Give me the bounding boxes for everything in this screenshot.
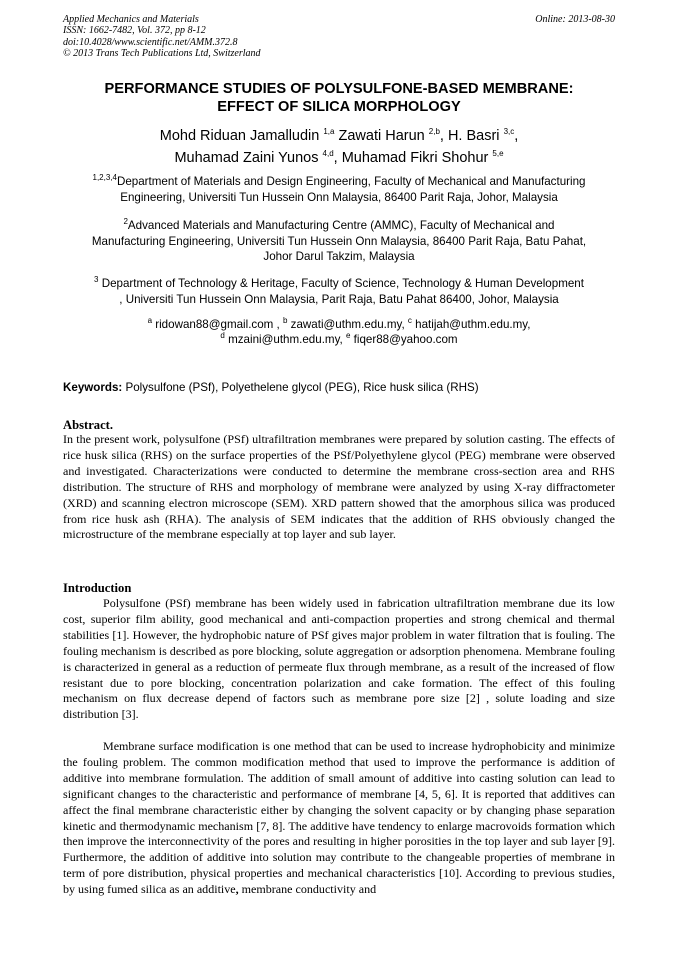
- affiliation-2-line-2: Manufacturing Engineering, Universiti Tun Hussein Onn Malaysia, 86400 Parit Raja, Batu Pahat,: [91, 234, 587, 248]
- author-5-sup: 5,e: [492, 149, 504, 159]
- abstract-text: In the present work, polysulfone (PSf) ultrafiltration membranes were prepared by solution casting. The effects of rice husk silica (RHS) on the surface properties of the PSf/Polyethylene glycol (PEG) membrane were observed and investigated. Characterizations were conducted to determine the membrane cross-section area and RHS distribution. The structure of RHS and morphology of membrane were analyzed by using X-ray diffractometer (XRD) and scanning electron microscope (SEM). XRD pattern showed that the amorphous silica was produced from rice husk ash (RHA). The analysis of SEM indicates that the addition of RHS obviously changed the microstructure of the membrane especially at top layer and sub layer.: [63, 432, 615, 542]
- intro-paragraph-2-main: Membrane surface modification is one method that can be used to increase hydrophobicity and minimize the fouling problem. The common modification method that used to improve the performance is addition of additive into membrane formulation. The addition of small amount of additive into casting solution can lead to significant changes to the characteristic and performance of membrane [4, 5, 6]. It is reported that additives can affect the final membrane characteristic either by changing the solvent capacity or by changing phase separation kinetic and thermodynamic mechanism [7, 8]. The additive have tendency to enlarge macrovoids formation which then improve the interconnectivity of the pores and resulting in higher porosities in the top layer and sub layer [9]. Furthermore, the addition of additive into solution may contribute to the changeable properties of membrane in term of pore distribution, physical properties and mechanical characteristics [10]. According to previous studies, by using fumed silica as an additive: [63, 739, 615, 897]
- email-d[interactable]: mzaini@uthm.edu.my,: [224, 332, 346, 346]
- email-b-sup: b: [283, 316, 288, 326]
- email-c-sup: c: [407, 316, 412, 326]
- author-list: [63, 125, 615, 169]
- affiliation-1: [63, 174, 615, 205]
- email-list: [63, 318, 615, 347]
- online-date: Online: 2013-08-30: [535, 14, 615, 25]
- intro-paragraph-2: [63, 739, 615, 898]
- doi-line: doi:10.4028/www.scientific.net/AMM.372.8: [63, 36, 238, 48]
- affiliation-2-sup: 2: [123, 217, 128, 227]
- email-a-sup: a: [147, 316, 153, 326]
- affiliation-1-line-2: Engineering, Universiti Tun Hussein Onn Malaysia, 86400 Parit Raja, Johor, Malaysia: [120, 190, 558, 204]
- email-c[interactable]: hatijah@uthm.edu.my,: [411, 318, 531, 331]
- introduction-heading: Introduction: [63, 581, 132, 595]
- affiliation-3: [63, 276, 615, 307]
- author-5: , Muhamad Fikri Shohur: [333, 150, 493, 166]
- author-2-sup: 2,b: [428, 127, 440, 137]
- email-b[interactable]: zawati@uthm.edu.my,: [287, 318, 408, 331]
- email-e-sup: e: [345, 330, 351, 340]
- affiliation-1-line-1: Department of Materials and Design Engineering, Faculty of Mechanical and Manufacturing: [116, 175, 586, 188]
- author-3-sup: 3,c: [503, 127, 515, 137]
- affiliation-2-line-3: Johor Darul Takzim, Malaysia: [263, 250, 415, 263]
- abstract-heading: Abstract.: [63, 418, 114, 432]
- issn-line: ISSN: 1662-7482, Vol. 372, pp 8-12: [63, 25, 206, 37]
- author-line-2: [63, 147, 615, 169]
- author-3: , H. Basri: [439, 128, 504, 144]
- keywords-label: Keywords:: [63, 381, 123, 394]
- intro-paragraph-1: Polysulfone (PSf) membrane has been widely used in fabrication ultrafiltration membrane due its low cost, superior film ability, good mechanical and anti-compaction properties and strong chemical and thermal stabilities [1]. However, the hydrophobic nature of PSf gives major problem in water filtration that is fouling. The fouling mechanism is described as pore blocking, solute aggregation or adsorption phenomena. Membrane fouling is characterized in general as a reduction of permeate flux through membrane, as a result of the increased of flow resistant due to pore blocking, concentration polarization and cake formation. The effect of this fouling mechanism on flux decrease depend of factors such as membrane pore size [2] , solute loading and size distribution [3].: [63, 596, 615, 722]
- affiliation-2: [63, 218, 615, 265]
- journal-name: Applied Mechanics and Materials: [63, 14, 199, 25]
- affiliation-3-sup: 3: [94, 275, 99, 285]
- affiliation-1-sup: 1,2,3,4: [92, 173, 117, 183]
- title-line-2: EFFECT OF SILICA MORPHOLOGY: [217, 99, 461, 115]
- keywords-line: [63, 381, 623, 395]
- author-1-sup: 1,a: [323, 127, 335, 137]
- email-e[interactable]: fiqer88@yahoo.com: [350, 332, 458, 346]
- author-4: Muhamad Zaini Yunos: [174, 150, 323, 166]
- affiliation-3-line-1: Department of Technology & Heritage, Faculty of Science, Technology & Human Development: [98, 277, 584, 290]
- author-4-sup: 4,d: [322, 149, 334, 159]
- author-3-after: ,: [514, 128, 519, 144]
- author-1: Mohd Riduan Jamalludin: [159, 128, 324, 144]
- title-line-1: PERFORMANCE STUDIES OF POLYSULFONE-BASED MEMBRANE:: [104, 81, 574, 97]
- journal-header: [63, 14, 615, 59]
- author-line-1: [63, 125, 615, 147]
- author-2: Zawati Harun: [334, 128, 429, 144]
- keywords-text: Polysulfone (PSf), Polyethelene glycol (PEG), Rice husk silica (RHS): [122, 381, 479, 394]
- affiliation-3-line-2: , Universiti Tun Hussein Onn Malaysia, Parit Raja, Batu Pahat 86400, Johor, Malaysia: [119, 292, 559, 306]
- email-d-sup: d: [220, 330, 225, 340]
- intro-paragraph-2-bold-comma: ,: [235, 882, 239, 897]
- intro-paragraph-2-tail: membrane conductivity and: [238, 882, 377, 897]
- paper-title: [63, 80, 615, 116]
- affiliation-2-line-1: Advanced Materials and Manufacturing Centre (AMMC), Faculty of Mechanical and: [127, 219, 555, 232]
- email-a[interactable]: ridowan88@gmail.com ,: [152, 318, 283, 331]
- copyright-line: © 2013 Trans Tech Publications Ltd, Switzerland: [63, 47, 261, 59]
